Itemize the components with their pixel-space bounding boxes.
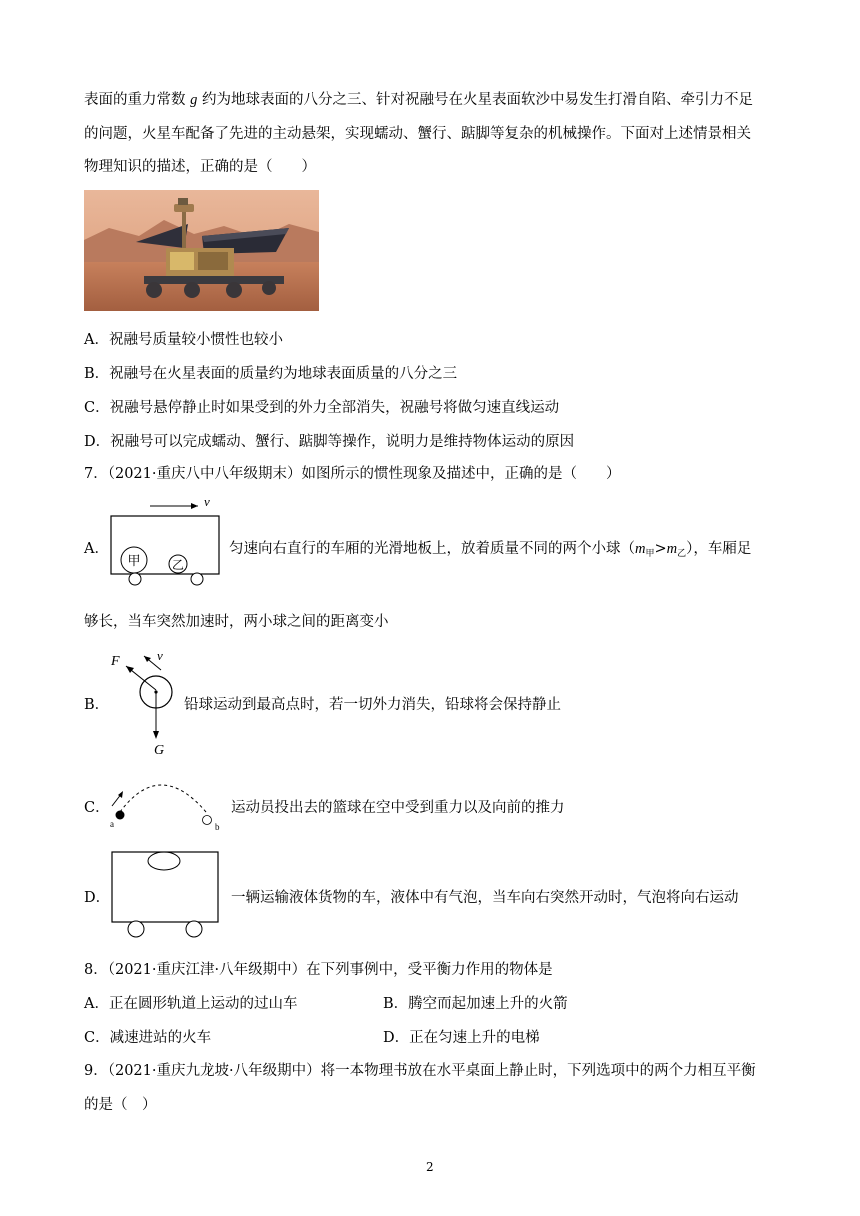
q8-option-b: B．腾空而起加速上升的火箭 xyxy=(383,996,568,1012)
intro-text: 约为地球表面的八分之三、针对祝融号在火星表面软沙中易发生打滑自陷、牵引力不足 xyxy=(197,92,753,108)
intro-line-1 xyxy=(84,88,753,109)
greater-than: > xyxy=(654,541,667,557)
q6-option-c: C．祝融号悬停静止时如果受到的外力全部消失，祝融号将做匀速直线运动 xyxy=(84,400,560,416)
mars-rover-photo xyxy=(84,190,319,311)
intro-line-2: 的问题，火星车配备了先进的主动悬架，实现蠕动、蟹行、踮脚等复杂的机械操作。下面对上述情景相关 xyxy=(84,126,751,142)
q7-option-a-label: A． xyxy=(84,541,109,557)
ball-jia-label: 甲 xyxy=(127,553,141,568)
liquid-truck-figure xyxy=(104,844,226,940)
q7-option-c-label: C． xyxy=(84,800,110,816)
q9-stem: 9．（2021·重庆九龙坡·八年级期中）将一本物理书放在水平桌面上静止时，下列选项中的两个力相互平衡 xyxy=(84,1063,756,1079)
q8-option-d: D．正在匀速上升的电梯 xyxy=(383,1030,540,1046)
mass-symbol: m xyxy=(635,541,646,557)
velocity-v-label: v xyxy=(157,648,163,663)
q9-stem-cont: 的是（ ） xyxy=(84,1097,157,1113)
q7-a-text-post: ），车厢足 xyxy=(686,541,752,557)
mass-subscript-jia: 甲 xyxy=(645,549,655,559)
q7-option-c-text: 运动员投出去的篮球在空中受到重力以及向前的推力 xyxy=(231,800,565,816)
q6-option-d: D．祝融号可以完成蠕动、蟹行、踮脚等操作，说明力是维持物体运动的原因 xyxy=(84,434,575,450)
mass-subscript-yi: 乙 xyxy=(677,549,687,559)
velocity-label: v xyxy=(204,494,210,509)
q7-a-text-pre: 匀速向右直行的车厢的光滑地板上，放着质量不同的两个小球（ xyxy=(229,541,635,557)
mass-symbol: m xyxy=(666,541,678,557)
train-car-figure xyxy=(104,494,224,586)
shot-put-figure xyxy=(104,640,184,760)
ball-yi-label: 乙 xyxy=(171,558,185,572)
q7-option-a-cont: 够长，当车突然加速时，两小球之间的距离变小 xyxy=(84,614,389,630)
intro-text: 表面的重力常数 xyxy=(84,92,191,108)
q8-option-a: A．正在圆形轨道上运动的过山车 xyxy=(84,996,298,1012)
q7-option-a-text xyxy=(229,537,751,559)
intro-line-3: 物理知识的描述，正确的是（ ） xyxy=(84,159,316,175)
q7-option-d-label: D． xyxy=(84,890,111,906)
basketball-trajectory-figure xyxy=(104,768,224,832)
page-number: 2 xyxy=(426,1160,434,1174)
q8-option-c: C．减速进站的火车 xyxy=(84,1030,212,1046)
q7-option-d-text: 一辆运输液体货物的车，液体中有气泡，当车向右突然开动时，气泡将向右运动 xyxy=(231,890,739,906)
point-b-label: b xyxy=(215,822,220,832)
force-f-label: F xyxy=(111,654,120,669)
gravity-g-label: G xyxy=(154,743,165,758)
q6-option-a: A．祝融号质量较小惯性也较小 xyxy=(84,332,283,348)
q6-option-b: B．祝融号在火星表面的质量约为地球表面质量的八分之三 xyxy=(84,366,458,382)
q7-stem: 7．（2021·重庆八中八年级期末）如图所示的惯性现象及描述中，正确的是（ ） xyxy=(84,466,621,482)
q7-option-b-label: B． xyxy=(84,697,110,713)
q8-stem: 8．（2021·重庆江津·八年级期中）在下列事例中，受平衡力作用的物体是 xyxy=(84,962,553,978)
point-a-label: a xyxy=(110,819,114,829)
q7-option-b-text: 铅球运动到最高点时，若一切外力消失，铅球将会保持静止 xyxy=(184,697,561,713)
gravity-symbol: g xyxy=(190,92,198,108)
